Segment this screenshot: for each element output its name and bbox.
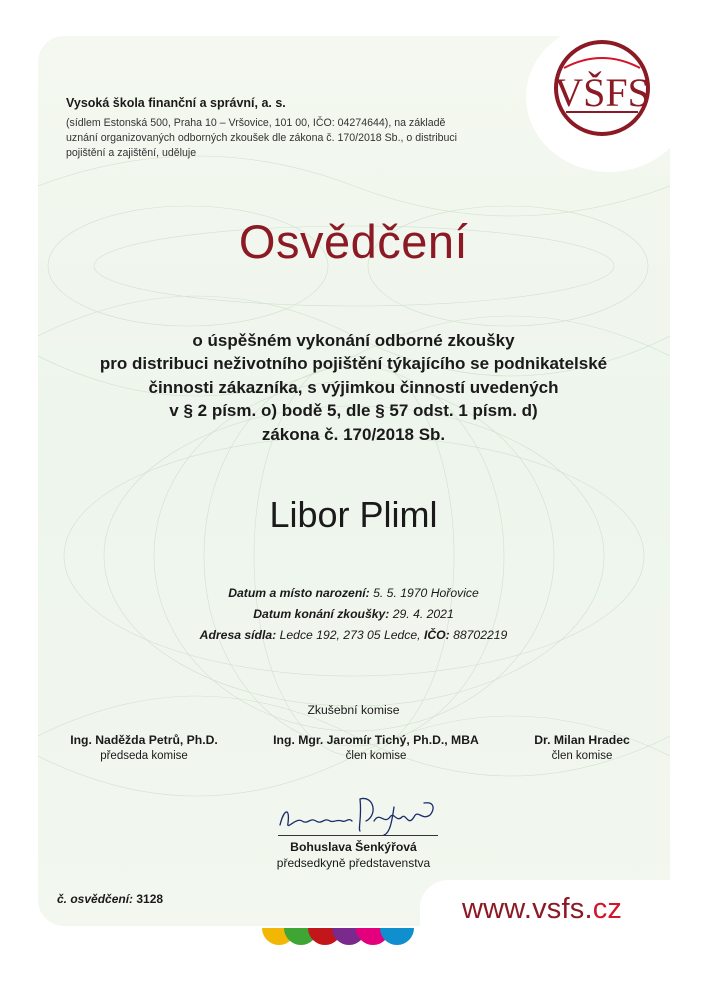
vsfs-logo-icon xyxy=(548,38,656,138)
certificate-title: Osvědčení xyxy=(238,215,469,268)
member-name: Dr. Milan Hradec xyxy=(534,733,630,747)
handwritten-signature xyxy=(274,787,444,839)
member-role: předseda komise xyxy=(100,750,188,762)
commission-title: Zkušební komise xyxy=(307,703,400,717)
website-tld: cz xyxy=(592,893,623,925)
issuer-description-line: (sídlem Estonská 500, Praha 10 – Vršovice, 101 00, IČO: 04274644), na základě xyxy=(66,117,446,129)
signature-line xyxy=(278,835,438,836)
certificate-number-value: 3128 xyxy=(136,892,164,906)
signer-role: předsedkyně představenstva xyxy=(276,856,431,870)
certificate-number xyxy=(57,892,163,906)
certificate-subtitle xyxy=(40,329,667,446)
subtitle-line: zákona č. 170/2018 Sb. xyxy=(261,424,446,444)
subtitle-line: činnosti zákazníka, s výjimkou činností uvedených xyxy=(148,377,559,397)
holder-name: Libor Pliml xyxy=(269,494,438,535)
address-row xyxy=(0,625,707,646)
issuer-description-line: uznání organizovaných odborných zkoušek dle zákona č. 170/2018 Sb., o distribuci xyxy=(66,132,458,144)
logo-text: VŠFS xyxy=(554,70,650,115)
website-main: www.vsfs. xyxy=(462,893,593,925)
commission-member xyxy=(472,733,692,762)
ico-label: IČO: xyxy=(423,628,450,642)
subtitle-line: o úspěšném vykonání odborné zkoušky xyxy=(192,331,515,350)
exam-date-value: 29. 4. 2021 xyxy=(392,607,454,621)
certificate-number-label: č. osvědčení: xyxy=(57,892,134,906)
member-name: Ing. Mgr. Jaromír Tichý, Ph.D., MBA xyxy=(273,733,479,747)
commission-member xyxy=(266,733,486,762)
ico-value: 88702219 xyxy=(453,628,508,642)
issuer-description xyxy=(66,116,518,161)
address-value: Ledce 192, 273 05 Ledce, xyxy=(279,628,421,642)
member-name: Ing. Naděžda Petrů, Ph.D. xyxy=(70,733,218,747)
birth-value: 5. 5. 1970 Hořovice xyxy=(373,586,479,600)
exam-row xyxy=(0,604,707,625)
exam-date-label: Datum konání zkoušky: xyxy=(253,607,390,621)
brand-dots-icon xyxy=(262,928,418,962)
website-url xyxy=(462,893,622,926)
birth-row xyxy=(0,583,707,604)
subtitle-line: v § 2 písm. o) bodě 5, dle § 57 odst. 1 písm. d) xyxy=(169,401,538,421)
holder-details xyxy=(0,583,707,646)
issuer-name: Vysoká škola finanční a správní, a. s. xyxy=(66,96,286,110)
issuer-description-line: pojištění a zajištění, uděluje xyxy=(66,147,197,159)
subtitle-line: pro distribuci neživotního pojištění týkajícího se podnikatelské xyxy=(99,354,608,374)
birth-label: Datum a místo narození: xyxy=(228,586,370,600)
address-label: Adresa sídla: xyxy=(199,628,277,642)
commission-member-chair xyxy=(34,733,254,762)
member-role: člen komise xyxy=(551,750,613,762)
member-role: člen komise xyxy=(345,750,407,762)
signer-name: Bohuslava Šenkýřová xyxy=(290,840,417,854)
